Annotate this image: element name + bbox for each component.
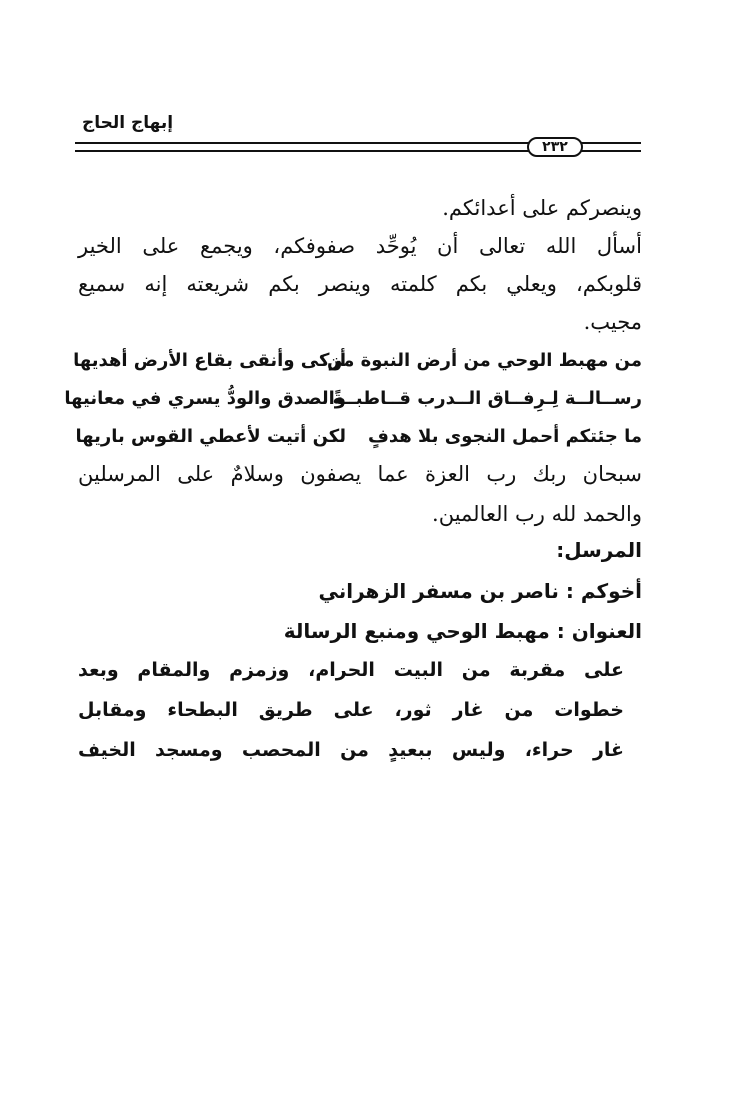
verse-first-hemistich: من مهبط الوحي من أرض النبوة من bbox=[327, 350, 642, 371]
sender-address-value: مهبط الوحي ومنبع الرسالة bbox=[283, 619, 550, 643]
body-line: أسأل الله تعالى أن يُوحِّد صفوفكم، ويجمع على الخير bbox=[78, 234, 642, 258]
sender-name-line bbox=[318, 576, 642, 606]
verse-second-hemistich: أزكى وأنقى بقاع الأرض أهديها bbox=[73, 350, 346, 371]
verse-first-hemistich: رســالــة لِـرِفــاق الــدرب قــاطبــةً bbox=[332, 388, 642, 409]
sender-name-key: أخوكم : bbox=[565, 579, 642, 603]
page-number: ٢٣٢ bbox=[527, 137, 583, 157]
address-detail-line: على مقربة من البيت الحرام، وزمزم والمقام وبعد bbox=[78, 659, 624, 681]
closing-line: سبحان ربك رب العزة عما يصفون وسلامٌ على المرسلين bbox=[78, 462, 642, 486]
sender-name-value: ناصر بن مسفر الزهراني bbox=[318, 579, 559, 603]
address-detail-line: خطوات من غار ثور، على طريق البطحاء ومقابل bbox=[78, 699, 624, 721]
address-detail-line: غار حراء، وليس ببعيدٍ من المحصب ومسجد الخيف bbox=[78, 739, 624, 761]
closing-line: والحمد لله رب العالمين. bbox=[432, 502, 642, 526]
verse-second-hemistich: لكن أتيت لأعطي القوس باريها bbox=[75, 426, 346, 447]
body-line: قلوبكم، ويعلي بكم كلمته وينصر بكم شريعته إنه سميع bbox=[78, 272, 642, 296]
sender-address-line bbox=[284, 616, 642, 646]
verse-first-hemistich: ما جئتكم أحمل النجوى بلا هدفٍ bbox=[367, 426, 642, 447]
sender-label: المرسل: bbox=[556, 538, 642, 562]
body-line: مجيب. bbox=[583, 310, 642, 334]
sender-address-key: العنوان : bbox=[556, 619, 642, 643]
body-line: وينصركم على أعدائكم. bbox=[442, 196, 642, 220]
running-title: إبهاج الحاج bbox=[82, 113, 174, 133]
verse-second-hemistich: والصدق والودُّ يسري في معانيها bbox=[64, 388, 346, 409]
